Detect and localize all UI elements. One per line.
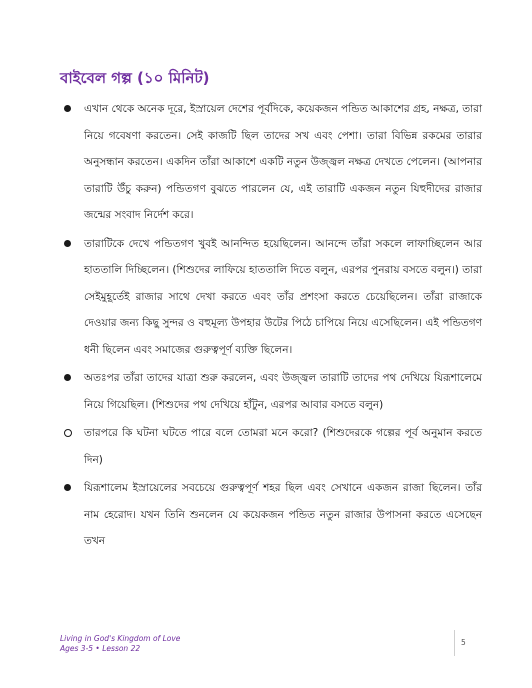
list-item-text: এখান থেকে অনেক দূরে, ইস্রায়েল দেশের পূর্বদিকে, কয়েকজন পন্ডিত আকাশের গ্রহ, নক্ষত্র, তারা নিয়ে গবেষণা করতেন। সেই কাজটি ছিল তাদের সখ এবং পেশা। তারা বিভিন্ন রকমের তারার অনুসন্ধান করতেন। একদিন তাঁরা আকাশে একটি নতুন উজ্জ্বল নক্ষত্র দেখতে পেলেন। (আপনার তারাটি উঁচু করুন) পন্ডিতগণ বুঝতে পারলেন যে, এই তারাটি একজন নতুন যিহুদীদের রাজার জন্মের সংবাদ নির্দেশ করে।	[84, 103, 482, 221]
list-item	[0, 365, 532, 418]
list-item	[0, 475, 532, 555]
footer-lesson-info: Ages 3-5 • Lesson 22	[60, 644, 141, 653]
page-footer	[60, 634, 180, 654]
hollow-bullet-icon	[64, 429, 72, 437]
page-number: 5	[461, 638, 466, 647]
story-list	[0, 96, 532, 555]
footer-course-title: Living in God's Kingdom of Love	[60, 634, 181, 643]
list-item-text: অতঃপর তাঁরা তাদের যাত্রা শুরু করলেন, এবং উজ্জ্বল তারাটি তাদের পথ দেখিয়ে যিরূশালেমে নিয়ে গিয়েছিল। (শিশুদের পথ দেখিয়ে হাঁটুন, এরপর আবার বসতে বলুন)	[84, 372, 482, 411]
filled-bullet-icon	[64, 484, 71, 491]
list-item	[0, 96, 532, 229]
filled-bullet-icon	[64, 105, 71, 112]
list-item	[0, 231, 532, 364]
list-item-text: তারপরে কি ঘটনা ঘটতে পারে বলে তোমরা মনে করো? (শিশুদেরকে গল্পের পূর্ব অনুমান করতে দিন)	[84, 427, 482, 466]
filled-bullet-icon	[64, 374, 71, 381]
section-heading: বাইবেল গল্প (১০ মিনিট)	[60, 69, 210, 87]
page-number-box	[454, 630, 466, 656]
list-item-text: তারাটিকে দেখে পন্ডিতগণ খুবই আনন্দিত হয়েছিলেন। আনন্দে তাঁরা সকলে লাফাচ্ছিলেন আর হাততালি দিচ্ছিলেন। (শিশুদের লাফিয়ে হাততালি দিতে বলুন, এরপর পুনরায় বসতে বলুন।) তারা সেইমুহূর্তেই রাজার সাথে দেখা করতে এবং তাঁর প্রশংসা করতে চেয়েছিলেন। তাঁরা রাজাকে দেওয়ার জন্য কিছু সুন্দর ও বহুমূল্য উপহার উটের পিঠে চাপিয়ে নিয়ে এসেছিলেন। এই পন্ডিতগণ ধনী ছিলেন এবং সমাজের গুরুত্বপূর্ণ ব্যক্তি ছিলেন।	[84, 237, 482, 356]
list-item-text: যিরূশালেম ইস্রায়েলের সবচেয়ে গুরুত্বপূর্ণ শহর ছিল এবং সেখানে একজন রাজা ছিলেন। তাঁর নাম হেরোদ। যখন তিনি শুনলেন যে কয়েকজন পন্ডিত নতুন রাজার উপাসনা করতে এসেছেন তখন	[84, 482, 482, 547]
list-item	[0, 420, 532, 473]
filled-bullet-icon	[64, 240, 71, 247]
